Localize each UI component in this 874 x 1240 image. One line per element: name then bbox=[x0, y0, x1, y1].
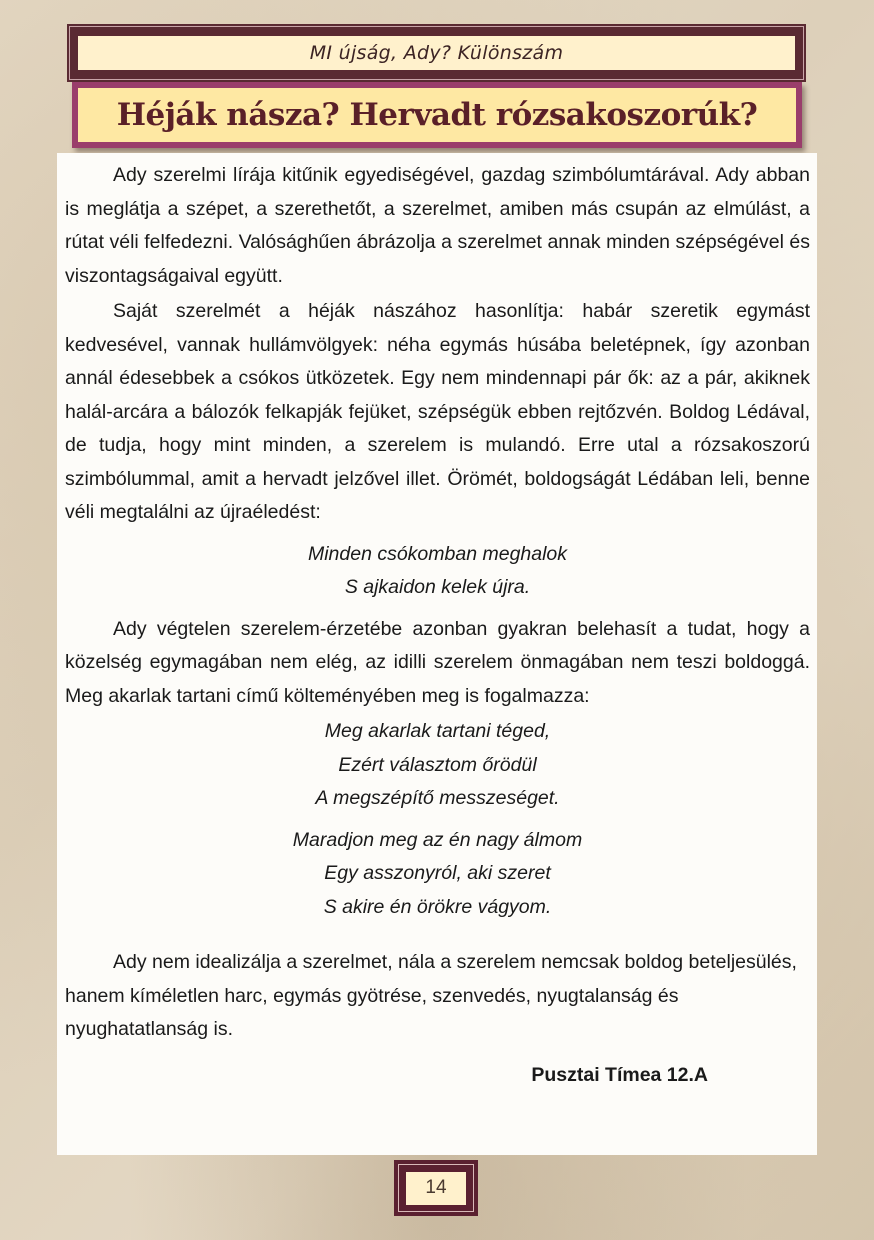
article-body bbox=[57, 153, 817, 1155]
page-number: 14 bbox=[406, 1172, 466, 1205]
poem-line: Ezért választom őrödül bbox=[338, 753, 537, 776]
author-signature: Pusztai Tímea 12.A bbox=[531, 1063, 708, 1086]
poem-line: A megszépítő messzeséget. bbox=[315, 787, 560, 809]
poem-line: S ajkaidon kelek újra. bbox=[344, 576, 531, 598]
magazine-title: MI újság, Ady? Különszám bbox=[78, 36, 795, 70]
poem-stanza bbox=[65, 715, 810, 816]
poem-line: Minden csókomban meghalok bbox=[307, 542, 568, 565]
poem-line: Maradjon meg az én nagy álmom bbox=[292, 828, 583, 851]
article-title-box bbox=[72, 82, 802, 148]
paragraph: Ady végtelen szerelem-érzetébe azonban gyakran belehasít a tudat, hogy a közelség egymagában nem elég, az idilli szerelem önmagában nem teszi boldoggá. Meg akarlak tartani című költeményében meg is fogalmazza: bbox=[65, 617, 810, 707]
poem-line: S akire én örökre vágyom. bbox=[323, 895, 552, 918]
paragraph: Saját szerelmét a héják nászához hasonlítja: habár szeretik egymást kedvesével, vannak hullámvölgyek: néha egymás húsába beletépnek, így azonban annál édesebbek a csókos ütközetek. Egy nem mindennapi pár ők: az a pár, akiknek halál-arcára a bálozók felkapják fejüket, szépségük ebben rejtőzvén. Boldog Lédával, de tudja, hogy mint minden, a szerelem is mulandó. Erre utal a rózsakoszorú szimbólummal, amit a hervadt jelzővel illet. Örömét, boldogságát Lédában leli, benne véli megtalálni az újraéledést: bbox=[65, 300, 810, 523]
article-title: Héják násza? Hervadt rózsakoszorúk? bbox=[116, 97, 758, 133]
poem-stanza bbox=[65, 824, 810, 925]
paragraph: Ady szerelmi lírája kitűnik egyediségével, gazdag szimbólumtárával. Ady abban is meglátja a szépet, a szerethetőt, a szerelmet, amiben más csupán az elmúlást, a rútat véli felfedezni. Valósághűen ábrázolja a szerelmet annak minden szépségével és viszontagságaival együtt. bbox=[65, 164, 810, 287]
poem-quote bbox=[65, 538, 810, 605]
poem-line: Meg akarlak tartani téged, bbox=[324, 720, 551, 742]
magazine-header bbox=[69, 26, 804, 80]
paragraph: Ady nem idealizálja a szerelmet, nála a szerelem nemcsak boldog beteljesülés, hanem kíméletlen harc, egymás gyötrése, szenvedés, nyugtalanság és nyughatatlanság is. bbox=[65, 951, 797, 1040]
page-number-box bbox=[394, 1160, 478, 1216]
poem-line: Egy asszonyról, aki szeret bbox=[324, 862, 551, 884]
